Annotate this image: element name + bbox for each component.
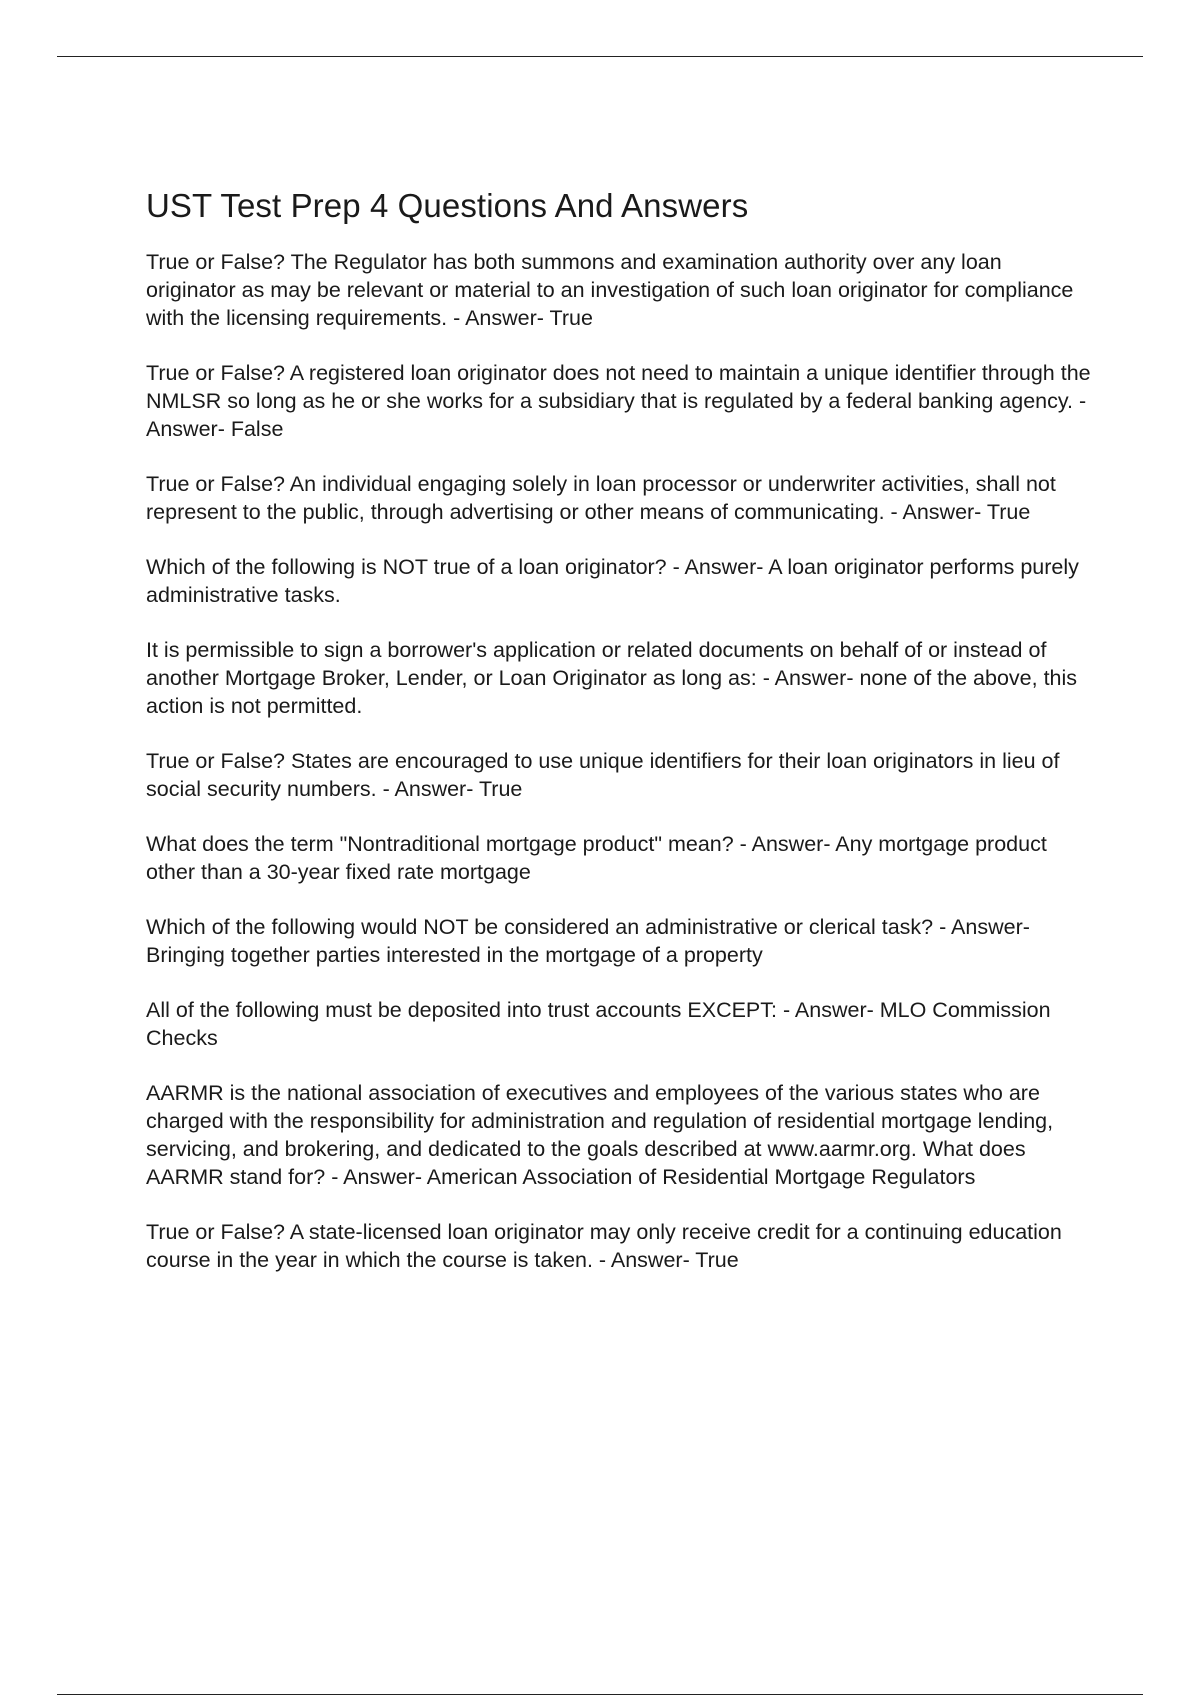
qa-item-6: True or False? States are encouraged to use unique identifiers for their loan originators in lieu of social security numbers. - Answer- True bbox=[146, 749, 1060, 801]
qa-list bbox=[146, 248, 1096, 1274]
qa-item-7: What does the term "Nontraditional mortgage product" mean? - Answer- Any mortgage product other than a 30-year fixed rate mortgage bbox=[146, 832, 1047, 884]
qa-item-4: Which of the following is NOT true of a loan originator? - Answer- A loan originator performs purely administrative tasks. bbox=[146, 555, 1079, 607]
qa-item-10: AARMR is the national association of executives and employees of the various states who are charged with the responsibility for administration and regulation of residential mortgage lending, servicing, and brokering, and dedicated to the goals described at www.aarmr.org. What does AARMR stand for? - Answer- American Association of Residential Mortgage Regulators bbox=[146, 1081, 1054, 1189]
qa-item-9: All of the following must be deposited into trust accounts EXCEPT: - Answer- MLO Commission Checks bbox=[146, 998, 1051, 1050]
page-title: UST Test Prep 4 Questions And Answers bbox=[146, 187, 749, 224]
header-rule bbox=[57, 56, 1143, 57]
qa-item-5: It is permissible to sign a borrower's application or related documents on behalf of or instead of another Mortgage Broker, Lender, or Loan Originator as long as: - Answer- none of the above, this action is not permitted. bbox=[146, 638, 1078, 718]
document-body bbox=[146, 186, 1096, 1301]
qa-item-2: True or False? A registered loan originator does not need to maintain a unique identifier through the NMLSR so long as he or she works for a subsidiary that is regulated by a federal banking agency. - Answer- False bbox=[146, 361, 1091, 441]
qa-item-8: Which of the following would NOT be considered an administrative or clerical task? - Answer- Bringing together parties interested in the mortgage of a property bbox=[146, 915, 1030, 967]
qa-item-3: True or False? An individual engaging solely in loan processor or underwriter activities, shall not represent to the public, through advertising or other means of communicating. - Answer- True bbox=[146, 472, 1056, 524]
footer-rule bbox=[57, 1694, 1143, 1695]
qa-item-1: True or False? The Regulator has both summons and examination authority over any loan originator as may be relevant or material to an investigation of such loan originator for compliance with the licensing requirements. - Answer- True bbox=[146, 250, 1074, 330]
qa-item-11: True or False? A state-licensed loan originator may only receive credit for a continuing education course in the year in which the course is taken. - Answer- True bbox=[146, 1220, 1062, 1272]
